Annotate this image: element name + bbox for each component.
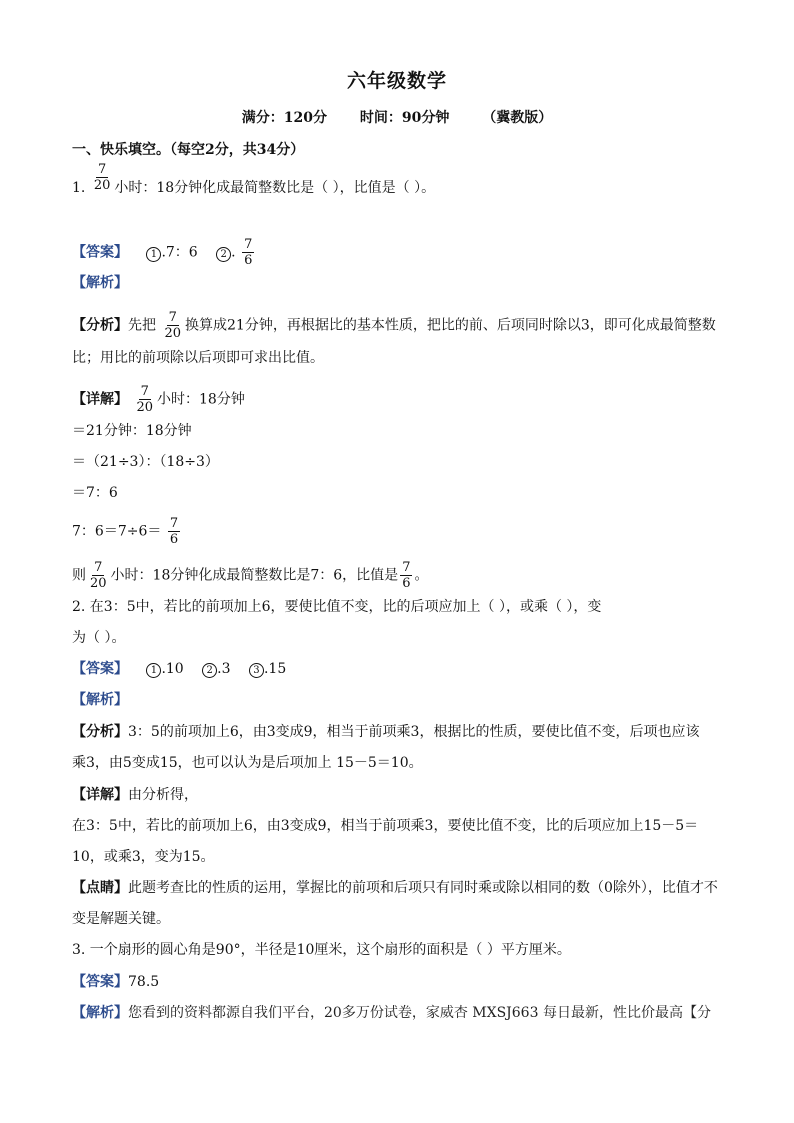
detail-row: 【详解】 $\frac{7}{20}$ 小时：18分钟 xyxy=(72,384,245,415)
calc-step: 7：6＝7÷6＝ $\frac{7}{6}$ xyxy=(72,516,179,547)
analysis-tag: 【解析】 xyxy=(72,275,128,291)
fenxi-row-cont: 乘3，由5变成15，也可以认为是后项加上 15－5＝10。 xyxy=(72,755,423,771)
page-title: 六年级数学 xyxy=(346,70,447,92)
calc-step: ＝7：6 xyxy=(72,485,118,501)
answer-value: .3 xyxy=(217,661,231,677)
full-score: 满分：120分 xyxy=(241,110,327,126)
fenxi-row: 【分析】先把 $\frac{7}{20}$ 换算成21分钟，再根据比的基本性质，把比的前、后项同时除以3，即可化成最简整数 xyxy=(72,310,716,341)
detail-row: 【详解】由分析得， xyxy=(72,787,198,803)
answer-tag: 【答案】 xyxy=(72,974,128,990)
question-number: 1. xyxy=(72,180,86,196)
question-1 xyxy=(72,161,722,198)
circled-number: 3 xyxy=(249,663,264,678)
answer-value: .15 xyxy=(263,661,287,677)
fraction: $\frac{7}{6}$ xyxy=(244,237,253,268)
circled-number: 2 xyxy=(202,663,217,678)
analysis-row xyxy=(72,273,722,293)
section-heading: 一、快乐填空。（每空2分，共34分） xyxy=(72,142,305,158)
detail-tag: 【详解】 xyxy=(72,391,128,408)
exam-info xyxy=(0,107,794,127)
answer-value: .7：6 xyxy=(161,244,198,261)
dianjing-tag: 【点睛】 xyxy=(72,880,128,896)
fraction: $\frac{7}{20}$ xyxy=(136,384,153,415)
answer-row xyxy=(72,972,722,992)
question-3: 3. 一个扇形的圆心角是90°，半径是10厘米，这个扇形的面积是（ ）平方厘米。 xyxy=(72,942,571,958)
fraction: $\frac{7}{20}$ xyxy=(164,310,181,341)
calc-step: ＝（21÷3）：（18÷3） xyxy=(72,454,219,470)
watermark-text: 您看到的资料都源自我们平台，20多万份试卷，家威杏 MXSJ663 每日最新，性比价最高【分 xyxy=(128,1005,711,1021)
answer-value: 78.5 xyxy=(128,974,160,990)
answer-tag: 【答案】 xyxy=(72,661,128,677)
question-text: 小时：18分钟化成最简整数比是（ ），比值是（ ）。 xyxy=(114,180,436,196)
fraction: $\frac{7}{6}$ xyxy=(402,560,411,591)
circled-number: 1 xyxy=(146,247,161,262)
fenxi-tag: 【分析】 xyxy=(72,724,128,740)
conclusion-row: 则 $\frac{7}{20}$ 小时：18分钟化成最简整数比是7：6，比值是 $\frac{7}{6}$ 。 xyxy=(72,560,429,591)
analysis-row xyxy=(72,1003,722,1023)
circled-number: 2 xyxy=(216,247,231,262)
question-2-cont: 为（ ）。 xyxy=(72,630,126,646)
analysis-tag: 【解析】 xyxy=(72,692,128,708)
analysis-tag: 【解析】 xyxy=(72,1005,128,1021)
textbook-edition: （冀教版） xyxy=(482,110,553,126)
detail-tag: 【详解】 xyxy=(72,787,128,803)
answer-row: 【答案】 1 .7：6 2 . $\frac{7}{6}$ xyxy=(72,237,253,268)
fraction: $\frac{7}{20}$ xyxy=(90,560,107,591)
circled-number: 1 xyxy=(146,663,161,678)
fenxi-row-cont: 比；用比的前项除以后项即可求出比值。 xyxy=(72,350,324,366)
fraction: $\frac{7}{20}$ xyxy=(93,161,111,193)
detail-row-cont: 在3：5中，若比的前项加上6，由3变成9，相当于前项乘3，要使比值不变，比的后项应加上15－5＝ xyxy=(72,818,699,834)
fenxi-tag: 【分析】 xyxy=(72,317,128,334)
dianjing-row-cont: 变是解题关键。 xyxy=(72,911,170,927)
analysis-row xyxy=(72,690,722,710)
answer-row xyxy=(72,659,722,679)
fraction: $\frac{7}{6}$ xyxy=(169,516,179,547)
answer-tag: 【答案】 xyxy=(72,244,128,261)
calc-step: ＝21分钟：18分钟 xyxy=(72,423,192,439)
answer-value: .10 xyxy=(161,661,184,677)
exam-time: 时间：90分钟 xyxy=(359,110,450,126)
question-2: 2. 在3：5中，若比的前项加上6，要使比值不变，比的后项应加上（ ），或乘（ ），变 xyxy=(72,599,602,615)
fenxi-row: 【分析】3：5的前项加上6，由3变成9，相当于前项乘3，根据比的性质，要使比值不变，后项也应该 xyxy=(72,724,700,740)
dianjing-row: 【点睛】此题考查比的性质的运用，掌握比的前项和后项只有同时乘或除以相同的数（0除外），比值才不 xyxy=(72,880,718,896)
detail-row-cont: 10，或乘3，变为15。 xyxy=(72,849,215,865)
